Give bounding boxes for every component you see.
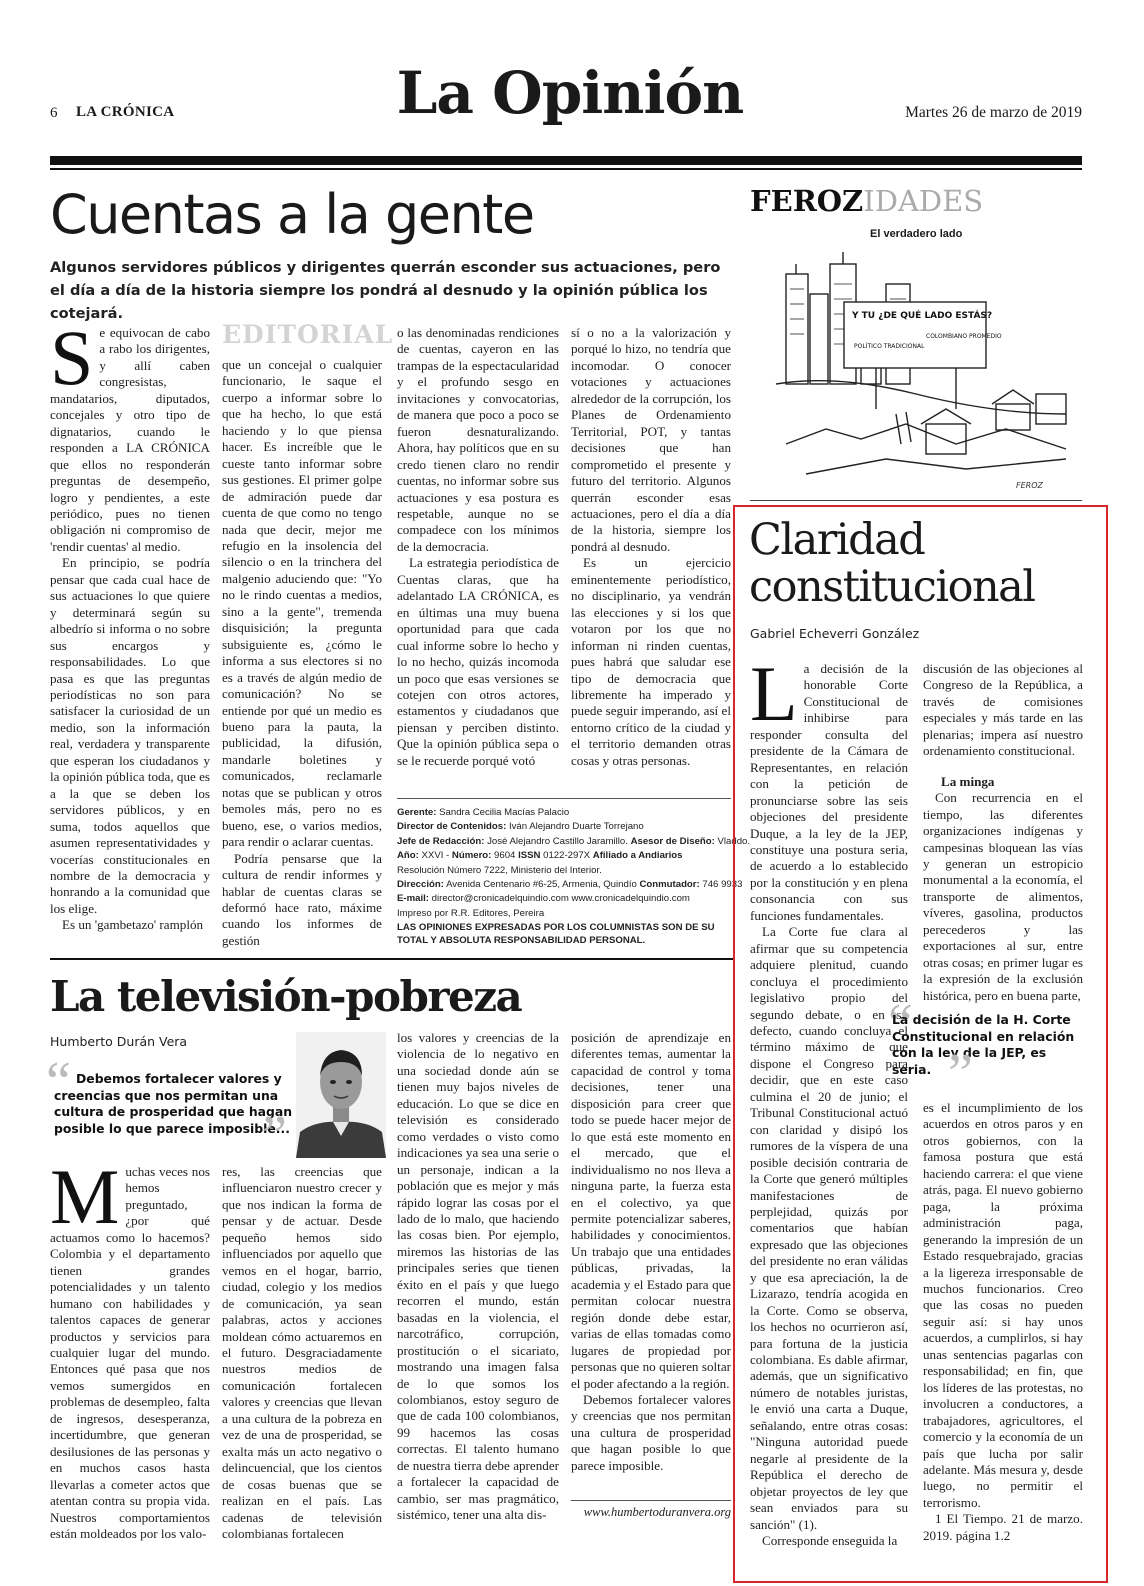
claridad-dropcap: L	[750, 650, 798, 737]
section-title: La Opinión	[396, 59, 744, 127]
claridad-footnote: 1 El Tiempo. 21 de marzo. 2019. página 1.2	[923, 1511, 1083, 1543]
section-divider	[50, 958, 734, 960]
television-paragraph: Debemos fortalecer valores y creencias que nos permitan una cultura de prosperidad que hagan posible lo que parece imposible.	[571, 1391, 731, 1473]
television-column-4	[571, 1030, 731, 1490]
page-number: 6	[50, 105, 58, 121]
editorial-column-2	[222, 357, 382, 950]
credits-disclaimer: LAS OPINIONES EXPRESADAS POR LOS COLUMNISTAS SON DE SU TOTAL Y ABSOLUTA RESPONSABILIDAD PERSONAL.	[397, 922, 715, 947]
claridad-title-line: Claridad	[749, 515, 925, 565]
claridad-author: Gabriel Echeverri González	[750, 626, 920, 641]
television-dropcap: M	[50, 1153, 120, 1240]
editorial-column-1	[50, 314, 210, 950]
editorial-title: Cuentas a la gente	[50, 183, 534, 246]
cartoon-brand-bold: FEROZ	[750, 184, 864, 218]
television-paragraph: uchas veces nos hemos preguntado, ¿por qué actuamos como lo hacemos? Colombia y el departamento tienen grandes potencialidades y un talento humano con habilidades y talentos capaces de generar productos y servicios para cualquier lugar del mundo. Entonces qué pasa que nos vemos sumergidos en problemas de desempleo, falta de ingresos, desesperanza, incertidumbre, que generan desilusiones de las personas y en muchos casos hasta llevarlas a cometer actos que atentan contra su propia vida. Nuestros comportamientos están moldeados por los valo-	[50, 1164, 210, 1541]
credits-rule	[397, 798, 731, 799]
open-quote-icon: “	[46, 1051, 71, 1113]
claridad-paragraph: discusión de las objeciones al Congreso de la República, a través de comisiones especiales y más tarde en las plenarias; impera así nuestro ordenamiento constitucional.	[923, 661, 1083, 759]
claridad-paragraph: Con recurrencia en el tiempo, las diferentes organizaciones indígenas y campesinas bloquean las vías y generan un estropicio monumental a la economía, el transporte de alimentos, víveres, gasolina, productos perecederos y las exportaciones al sur, entre otras cosas; en primer lugar es la expresión de la exclusión histórica, pero en buena parte,	[923, 790, 1083, 1003]
television-title: La televisión-pobreza	[50, 972, 522, 1021]
editorial-dropcap: S	[50, 314, 94, 401]
television-author: Humberto Durán Vera	[50, 1034, 188, 1049]
television-pullquote	[46, 1051, 300, 1167]
billboard-sign-left: POLÍTICO TRADICIONAL	[854, 343, 925, 350]
editorial-column-3	[397, 325, 559, 785]
claridad-pullquote-text: La decisión de la H. Corte Constitucional en relación con la ley de la JEP, es seria.	[892, 1012, 1075, 1077]
cartoon-bottom-rule	[750, 500, 1082, 501]
claridad-paragraph: a decisión de la honorable Corte Constitucional de inhibirse para responder consulta del presidente de la Cámara de Representantes, en relación con la petición de pronunciarse sobre las seis objeciones del presidente Duque, a la ley de la JEP, constituye una postura seria, de acuerdo a lo establecido por la constitución y en plena consonancia con sus funciones fundamentales.	[750, 661, 908, 923]
claridad-column-2-top	[923, 661, 1083, 1003]
editorial-paragraph: Es un ejercicio eminentemente periodístico, no disciplinario, ya vendrán las elecciones y si los que votaron por los que no informan ni rinden cuentas, pues habrá que saludar ese tipo de democracia que libremente ha imperado y puede seguir imperando, así el entorno crítico de la ciudad y el territorio demanden otras cosas y otras personas.	[571, 555, 731, 768]
television-pullquote-text: Debemos fortalecer valores y creencias que nos permitan una cultura de prosperidad que hagan posible lo que parece imposible...	[54, 1071, 293, 1136]
header-rule-thick	[50, 156, 1082, 165]
cartoon-brand-light: IDADES	[863, 184, 984, 218]
editorial-paragraph: La estrategia periodística de Cuentas claras, que ha adelantado LA CRÓNICA, es en últimas una muy buena oportunidad para que cada cual informe sobre lo hecho y lo no hecho, quizás incomoda un poco que esas versiones se cotejen con otros actores, estamentos y ciudadanos que piensan y perciben distinto. Que la opinión pública sepa o se le recuerde porqué votó	[397, 555, 559, 768]
claridad-paragraph: es el incumplimiento de los acuerdos en otros paros y en otros gobiernos, con la famosa postura que está haciendo carrera: el que viene atrás, paga. El nuevo gobierno paga, la próxima administración paga, generando la impresión de un Estado resquebrajado, gracias a la ligereza irresponsable de muchos funcionarios. Creo que las cosas no pueden seguir así: si hay unos acuerdos, a cumplirlos, si hay unas sentencias pagarlas con responsabilidad; en fin, que los líderes de las protestas, no involucren a conductores, a trabajadores, agricultores, el comercio y la economía de un país que lucha por salir adelante. Más mesura y, desde luego, no permitir el terrorismo.	[923, 1100, 1083, 1510]
website-rule	[571, 1500, 731, 1501]
editorial-column-4	[571, 325, 731, 785]
editorial-paragraph: Podría pensarse que la cultura de rendir informes y hablar de cuentas claras se deformó hace rato, máxime cuando los informes de gestión	[222, 850, 382, 948]
editorial-watermark: EDITORIAL	[222, 320, 394, 349]
claridad-paragraph: Corresponde enseguida la	[762, 1533, 898, 1549]
television-column-3	[397, 1030, 559, 1580]
cartoon-brand	[750, 184, 983, 218]
cartoon-caption: El verdadero lado	[870, 228, 963, 240]
claridad-subhead: La minga	[941, 773, 995, 789]
issue-date: Martes 26 de marzo de 2019	[905, 104, 1082, 121]
claridad-title	[749, 517, 1035, 611]
television-column-1	[50, 1153, 210, 1580]
claridad-paragraph: La Corte fue clara al afirmar que su competencia adquiere plenitud, cuando concluya el procedimiento legislativo propio del segundo debate, o en su defecto, cuando concluya el término máximo de que dispone el Congreso para decidir, que en este caso culmina el 20 de junio; el Tribunal Constitucional actuó con claridad y disipó los rumores de la víspera de una posible decisión contraria de la Corte que generó múltiples manifestaciones de perplejidad, quizás por comentarios que habían expresado que las objeciones del presidente no eran válidas y que esa apreciación, la de Lizarazo, tendría acogida en la Corte. Como se observa, los hechos no ocurrieron así, para fortuna de la justicia colombiana. Es dable afirmar, además, que un significativo número de notables juristas, le envió una carta a Duque, señalando, entre otras cosas: "Ninguna autoridad puede negarle al presidente de la República el derecho de objetar proyectos de ley que sean enviados para su sanción" (1).	[750, 924, 908, 1532]
editorial-paragraph: Es un 'gambetazo' ramplón	[62, 917, 204, 933]
editorial-paragraph: o las denominadas rendiciones de cuentas, cayeron en las trampas de la espectacularidad y el profundo sesgo en invitaciones y convocatorias, de manera que poco a poco se fueron desnaturalizando. Ahora, hay políticos que en su credo tienen claro no rendir cuentas, no informar sobre sus actuaciones y esa postura es respetable, aunque no se compadece con los mínimos de la democracia.	[397, 325, 559, 554]
header-rule-thin	[50, 168, 1082, 170]
television-paragraph: posición de aprendizaje en diferentes temas, aumentar la capacidad de control y toma decisiones, tener una disposición para creer que todo se puede hacer mejor de lo que está este momento en el mercado, que el individualismo no nos lleva a ninguna parte, la fuerza esta en el colectivo, ya que permite potencializar saberes, habilidades y conocimientos. Un trabajo que una entidades públicas, privadas, la academia y el Estado para que permitan colocar nuestra región donde debe estar, varias de ellas tomadas como lugares de propiedad por personas que no quieren soltar el poder afectando a la región.	[571, 1030, 731, 1391]
billboard-text: Y TU ¿DE QUÉ LADO ESTÁS?	[852, 311, 993, 321]
editorial-paragraph: que un concejal o cualquier funcionario, le saque el cuerpo a informar sobre lo que ha hecho, lo que está haciendo y lo que piensa hacer. Es increíble que le cueste tanto informar sobre sus gestiones. El primer golpe de admiración puede dar cuenta de que como no tengo nada que decir, mejor me refugio en la insolencia del silencio o en la trinchera del malgenio aduciendo que: "Yo no le rindo cuentas a medios, sino a la gente", tremenda disquisición; la pregunta subsiguiente es, ¿cómo le informa a sus electores si no es a través de algún medio de comunicación? No se entiende por qué un medio es bueno para la pauta, la publicidad, la difusión, mandarle boletines y comunicados, reclamarle notas que se publican y otros bemoles más, pero no es bueno, ese, o varios medios, para rendir o aclarar cuentas.	[222, 357, 382, 850]
close-quote-icon: ”	[948, 1043, 973, 1105]
television-column-2	[222, 1164, 382, 1580]
billboard-sign-right: COLOMBIANO PROMEDIO	[926, 333, 1002, 340]
close-quote-icon: ”	[262, 1105, 287, 1167]
editorial-paragraph: e equivocan de cabo a rabo los dirigentes, y allí caben congresistas, mandatarios, diputados, concejales y otro tipo de dignatarios, cuando le responden a LA CRÓNICA que ellos no responderán preguntas de desempeño, logro y pendientes, a este periódico, pues no tienen obligación ni compromiso de 'rendir cuentas' al medio.	[50, 325, 210, 554]
claridad-pullquote	[888, 993, 1086, 1105]
editorial-paragraph: sí o no a la valorización y porqué lo hizo, no tendría que incomodar. O conocer votaciones y actuaciones alrededor de la corrupción, los Planes de Ordenamiento Territorial, POT, y tantas decisiones que han comprometido el presente y futuro del territorio. Algunos querrán esconder esas actuaciones, pero el día a día de la historia, siempre los pondrá al desnudo.	[571, 325, 731, 554]
claridad-column-2-bottom	[923, 1100, 1083, 1578]
television-paragraph: los valores y creencias de la violencia de lo negativo en una sociedad donde aún se tienen muy bajos niveles de educación. Lo que se dice en televisión es considerado como verdades o visto como indicaciones ya sea una serie o un personaje, indican a la población que es mejor y más rápido lograr las cosas por el lado de lo malo, que haciendo las cosas bien. Por ejemplo, miremos las historias de las principales series que tienen éxito en el país y que luego recorren el mundo, están basadas en la violencia, el narcotráfico, corrupción, prostitución o el sicariato, mostrando una imagen falsa de lo que somos los colombianos, estoy seguro de que de cada 100 colombianos, 99 hacemos las cosas correctas. El talento humano de nuestra tierra debe aprender a fortalecer la capacidad de cambio, ser mas pragmático, sistémico, tener una alta dis-	[397, 1030, 559, 1523]
editorial-subtitle: Algunos servidores públicos y dirigentes querrán esconder sus actuaciones, pero el día a día de la historia siempre los pondrá al desnudo y la opinión pública los cotejará.	[50, 259, 721, 322]
television-website: www.humbertoduranvera.org	[583, 1505, 731, 1519]
television-paragraph: res, las creencias que influenciaron nuestro crecer y que nos indican la forma de pensar y de actuar. Desde pequeño hemos sido influenciados por aquello que vemos en el hogar, barrio, ciudad, colegio y los medios de comunicación, ya sean palabras, actos y acciones moldean cómo actuaremos en el futuro. Desgraciadamente nuestros medios de comunicación fortalecen valores y creencias que llevan a una cultura de la pobreza en vez de una de prosperidad, se exalta más un acto negativo o delincuencial, que los cientos de cosas buenas que se realizan en el país. Las cadenas de televisión colombianas fortalecen	[222, 1164, 382, 1541]
masthead-credits: Gerente: Sandra Cecilia Macías Palacio Director de Contenidos: Iván Alejandro Duarte Torrejano Jefe de Redacción: José Alejandro Castillo Jaramillo. Asesor de Diseño: Vladdo. Año: XXVI - Número: 9604 ISSN 0122-297X Afiliado a Andiarios Resolución Número 7222, Ministerio del Interior. Dirección: Avenida Centenario #6-25, Armenia, Quindío Conmutador: 746 9933 E-mail: director@cronicadelquindio.com www.cronicadelquindio.com Impreso por R.R. Editores, Pereira LAS OPINIONES EXPRESADAS POR LOS COLUMNISTAS SON DE SU TOTAL Y ABSOLUTA RESPONSABILIDAD PERSONAL.	[397, 807, 751, 947]
cartoon-illustration	[766, 244, 1086, 494]
claridad-title-line: constitucional	[749, 562, 1035, 612]
author-photo	[296, 1032, 386, 1158]
paper-name: LA CRÓNICA	[76, 104, 175, 120]
editorial-paragraph: En principio, se podría pensar que cada cual hace de sus actuaciones lo que quiere y determinará según su albedrío si informa o no sobre sus encargos y responsabilidades. Lo que pasa es que las preguntas periodísticas no son para satisfacer la curiosidad de un medio, son la información real, verdadera y transparente que esperan los ciudadanos y la opinión pública toda, que es a la que se deben los servidores públicos, y en suma, todos aquellos que asumen representatividades y vocerías constitucionales en nombre de la democracia y honrando a la comunidad que los elige.	[50, 555, 210, 916]
cartoon-signature: FEROZ	[1016, 481, 1043, 490]
open-quote-icon: “	[888, 993, 913, 1055]
claridad-column-1	[750, 650, 908, 1576]
